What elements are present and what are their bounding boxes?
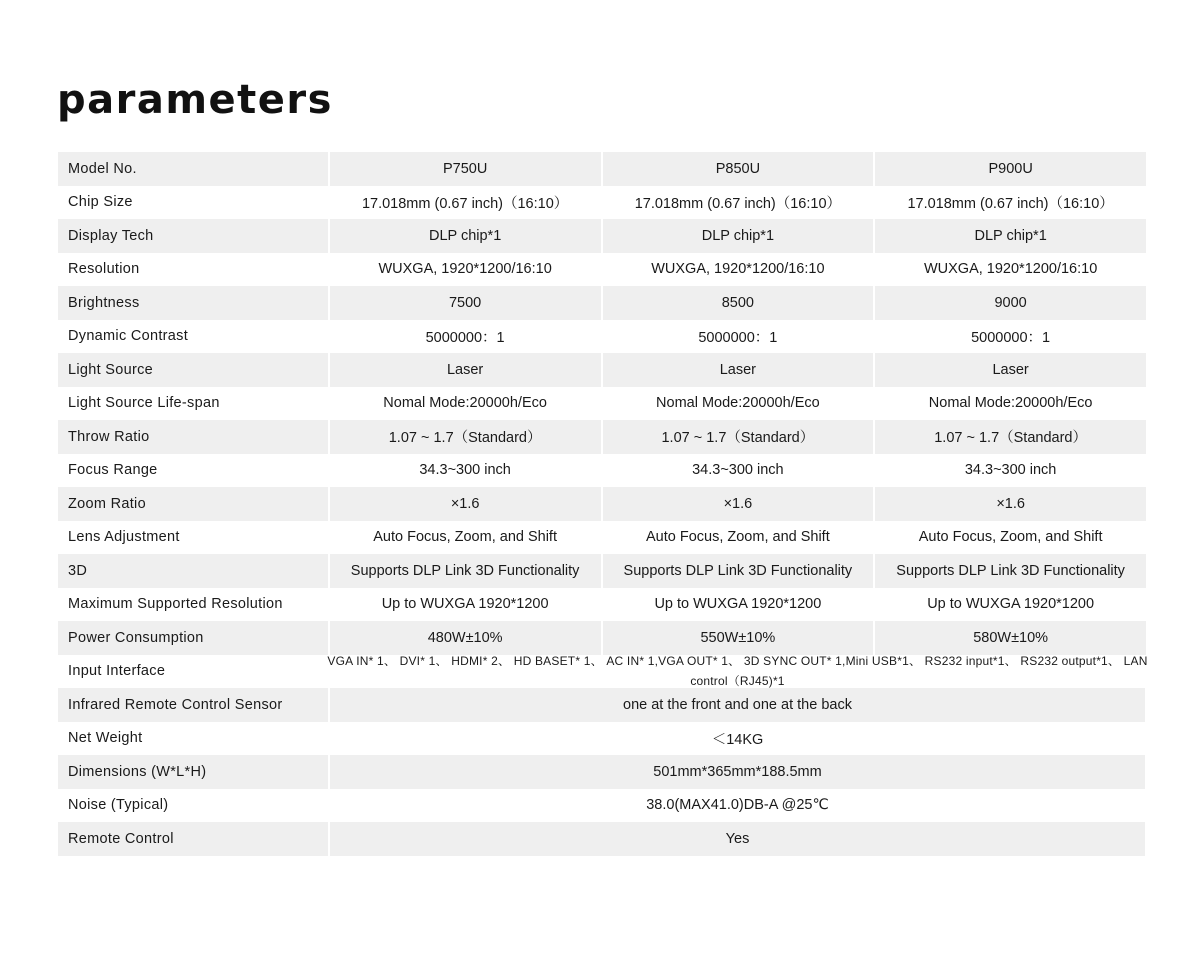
- table-row: [58, 822, 1146, 856]
- cell-value: 5000000：1: [330, 320, 601, 354]
- table-row: [58, 186, 1146, 220]
- cell-value: Up to WUXGA 1920*1200: [603, 588, 874, 622]
- table-row: [58, 487, 1146, 521]
- input-interface-value: [327, 654, 1148, 689]
- row-label: Display Tech: [58, 219, 328, 253]
- cell-value: DLP chip*1: [603, 219, 874, 253]
- table-row: [58, 554, 1146, 588]
- cell-value: Supports DLP Link 3D Functionality: [875, 554, 1146, 588]
- cell-value: Yes: [330, 822, 1145, 856]
- cell-value: Nomal Mode:20000h/Eco: [330, 387, 601, 421]
- table-row: [58, 655, 1146, 689]
- cell-value: Up to WUXGA 1920*1200: [330, 588, 601, 622]
- cell-value: 1.07 ~ 1.7（Standard）: [330, 420, 601, 454]
- cell-value: 501mm*365mm*188.5mm: [330, 755, 1145, 789]
- table-row: [58, 755, 1146, 789]
- table-row: [58, 621, 1146, 655]
- row-label: Remote Control: [58, 822, 328, 856]
- table-row: [58, 387, 1146, 421]
- row-label: Power Consumption: [58, 621, 328, 655]
- cell-value: 1.07 ~ 1.7（Standard）: [603, 420, 874, 454]
- model-p900u: P900U: [875, 152, 1146, 186]
- table-row: [58, 286, 1146, 320]
- cell-value: Supports DLP Link 3D Functionality: [603, 554, 874, 588]
- parameters-table: [58, 152, 1146, 856]
- table-row: [58, 722, 1146, 756]
- table-row: [58, 789, 1146, 823]
- row-label: Infrared Remote Control Sensor: [58, 688, 328, 722]
- row-label: Focus Range: [58, 454, 328, 488]
- row-label: Input Interface: [58, 655, 328, 689]
- cell-value: 5000000：1: [875, 320, 1146, 354]
- model-p750u: P750U: [330, 152, 601, 186]
- cell-value: 34.3~300 inch: [330, 454, 601, 488]
- cell-value: WUXGA, 1920*1200/16:10: [603, 253, 874, 287]
- row-label: Resolution: [58, 253, 328, 287]
- page-title: parameters: [57, 77, 333, 123]
- row-label: Maximum Supported Resolution: [58, 588, 328, 622]
- row-label: Dynamic Contrast: [58, 320, 328, 354]
- row-label: Light Source: [58, 353, 328, 387]
- table-row: [58, 253, 1146, 287]
- table-row: [58, 420, 1146, 454]
- cell-value: WUXGA, 1920*1200/16:10: [330, 253, 601, 287]
- table-row: [58, 320, 1146, 354]
- cell-value: Laser: [330, 353, 601, 387]
- row-label: Model No.: [58, 152, 328, 186]
- table-row: [58, 688, 1146, 722]
- table-row: [58, 454, 1146, 488]
- input-interface-line: control（RJ45)*1: [690, 674, 785, 689]
- row-label: Lens Adjustment: [58, 521, 328, 555]
- table-row: [58, 353, 1146, 387]
- model-p850u: P850U: [603, 152, 874, 186]
- cell-value: 17.018mm (0.67 inch)（16:10）: [330, 186, 601, 220]
- row-label: Noise (Typical): [58, 789, 328, 823]
- cell-value: Auto Focus, Zoom, and Shift: [875, 521, 1146, 555]
- input-interface-line: VGA IN* 1、 DVI* 1、 HDMI* 2、 HD BASET* 1、 AC IN* 1,VGA OUT* 1、 3D SYNC OUT* 1,Mini USB*1、 RS232 input*1、 RS232 output*1、 LAN: [327, 654, 1148, 669]
- table-row: [58, 219, 1146, 253]
- row-label: Zoom Ratio: [58, 487, 328, 521]
- cell-value: DLP chip*1: [330, 219, 601, 253]
- cell-value: 17.018mm (0.67 inch)（16:10）: [603, 186, 874, 220]
- cell-value: Laser: [875, 353, 1146, 387]
- row-label: Brightness: [58, 286, 328, 320]
- table-row: [58, 152, 1146, 186]
- table-row: [58, 588, 1146, 622]
- cell-value: 38.0(MAX41.0)DB-A @25℃: [330, 789, 1145, 823]
- row-label: Dimensions (W*L*H): [58, 755, 328, 789]
- cell-value: Auto Focus, Zoom, and Shift: [603, 521, 874, 555]
- cell-value: Nomal Mode:20000h/Eco: [603, 387, 874, 421]
- cell-value: Up to WUXGA 1920*1200: [875, 588, 1146, 622]
- cell-value: Supports DLP Link 3D Functionality: [330, 554, 601, 588]
- cell-value: one at the front and one at the back: [330, 688, 1145, 722]
- cell-value: ＜14KG: [330, 722, 1145, 756]
- cell-value: ×1.6: [330, 487, 601, 521]
- cell-value: 34.3~300 inch: [875, 454, 1146, 488]
- cell-value: 34.3~300 inch: [603, 454, 874, 488]
- row-label: Net Weight: [58, 722, 328, 756]
- cell-value: 9000: [875, 286, 1146, 320]
- cell-value: DLP chip*1: [875, 219, 1146, 253]
- cell-value: 7500: [330, 286, 601, 320]
- cell-value: ×1.6: [875, 487, 1146, 521]
- row-label: Chip Size: [58, 186, 328, 220]
- cell-value: Nomal Mode:20000h/Eco: [875, 387, 1146, 421]
- cell-value: Auto Focus, Zoom, and Shift: [330, 521, 601, 555]
- cell-value: Laser: [603, 353, 874, 387]
- cell-value: 17.018mm (0.67 inch)（16:10）: [875, 186, 1146, 220]
- row-label: Light Source Life-span: [58, 387, 328, 421]
- cell-value: 1.07 ~ 1.7（Standard）: [875, 420, 1146, 454]
- cell-value: 580W±10%: [875, 621, 1146, 655]
- cell-value: WUXGA, 1920*1200/16:10: [875, 253, 1146, 287]
- table-row: [58, 521, 1146, 555]
- cell-value: 5000000：1: [603, 320, 874, 354]
- row-label: 3D: [58, 554, 328, 588]
- row-label: Throw Ratio: [58, 420, 328, 454]
- cell-value: ×1.6: [603, 487, 874, 521]
- cell-value: 8500: [603, 286, 874, 320]
- cell-value: 480W±10%: [330, 621, 601, 655]
- cell-value: 550W±10%: [603, 621, 874, 655]
